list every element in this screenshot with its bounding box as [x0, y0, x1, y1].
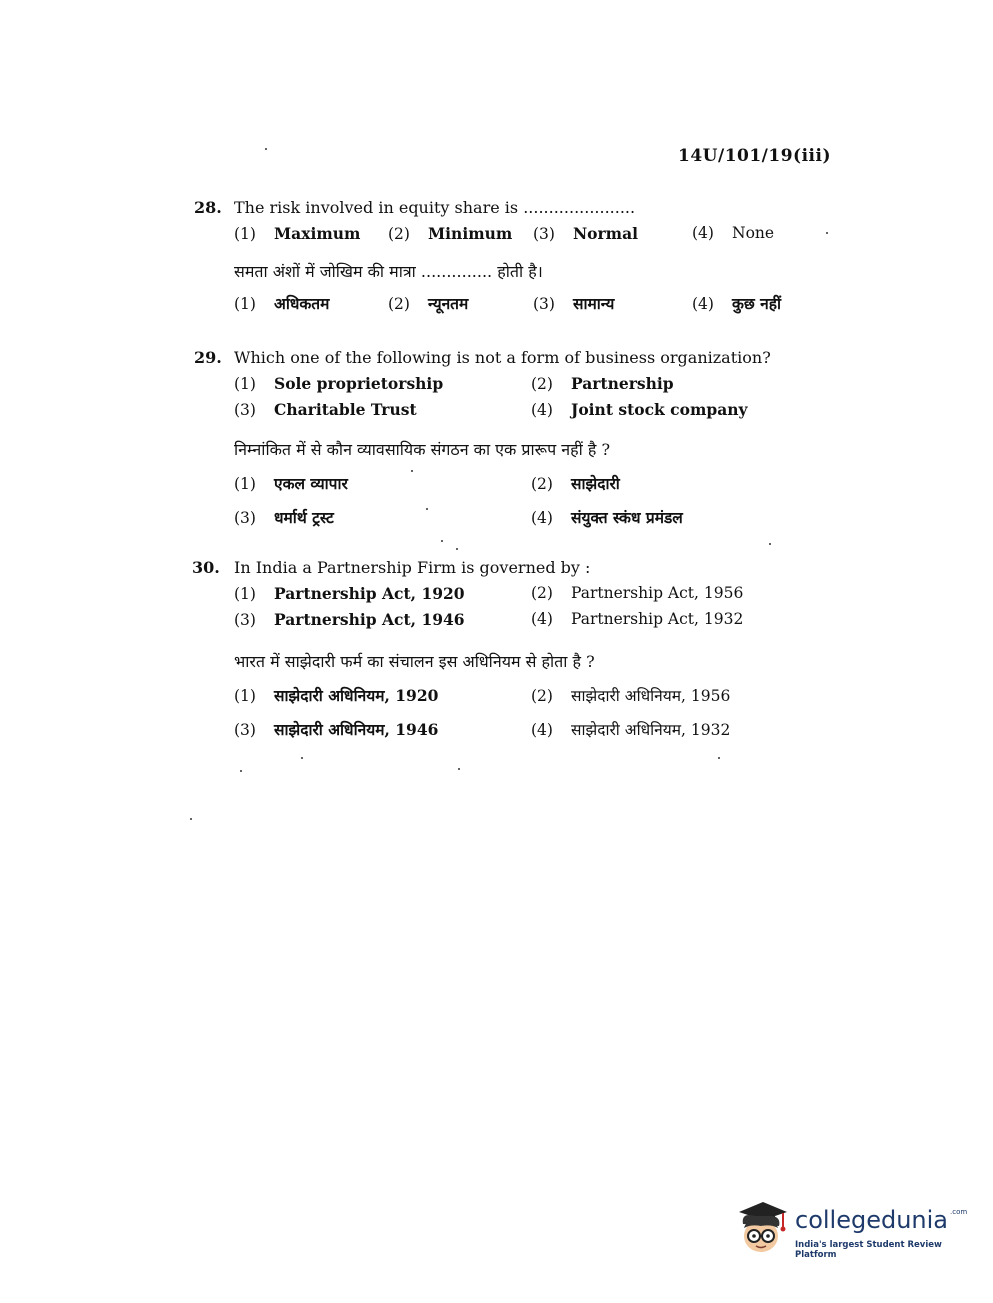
question-28-hindi	[194, 260, 834, 286]
option-3: (3) Normal	[533, 224, 639, 243]
question-text: Which one of the following is not a form of business organization?	[234, 348, 771, 367]
question-text-hindi: समता अंशों में जोखिम की मात्रा .............. होती है।	[234, 262, 543, 281]
option-1: (1) Sole proprietorship	[234, 374, 444, 393]
question-number: 28.	[194, 198, 222, 217]
scan-speck	[769, 543, 771, 545]
scan-speck	[240, 770, 242, 772]
mascot-icon	[733, 1198, 791, 1258]
option-3-hindi: (3) धर्मार्थ ट्रस्ट	[234, 508, 334, 527]
options-hindi-row-1	[194, 472, 834, 506]
question-number: 30.	[192, 558, 220, 577]
options-hindi	[194, 292, 834, 318]
question-30	[194, 558, 834, 744]
question-28-english	[194, 198, 834, 224]
question-text-hindi: निम्नांकित में से कौन व्यावसायिक संगठन का एक प्रारूप नहीं है ?	[234, 440, 611, 459]
option-2: (2) Partnership Act, 1956	[531, 584, 744, 602]
option-2: (2) Minimum	[388, 224, 513, 243]
option-4-hindi: (4) कुछ नहीं	[692, 294, 782, 313]
logo-suffix: .com	[950, 1208, 968, 1216]
option-3-hindi: (3) सामान्य	[533, 294, 615, 313]
option-1-hindi: (1) साझेदारी अधिनियम, 1920	[234, 686, 439, 705]
scan-speck	[826, 232, 828, 234]
option-4-hindi: (4) संयुक्त स्कंध प्रमंडल	[531, 508, 683, 527]
option-4-hindi: (4) साझेदारी अधिनियम, 1932	[531, 721, 731, 739]
option-3: (3) Charitable Trust	[234, 400, 417, 419]
question-text: The risk involved in equity share is ......................	[234, 198, 636, 217]
option-3-hindi: (3) साझेदारी अधिनियम, 1946	[234, 720, 439, 739]
question-text: In India a Partnership Firm is governed by :	[234, 558, 591, 577]
scan-speck	[718, 757, 720, 759]
scan-speck	[411, 470, 413, 472]
option-2: (2) Partnership	[531, 374, 674, 393]
collegedunia-logo	[733, 1196, 973, 1260]
option-4: (4) None	[692, 224, 775, 242]
option-4: (4) Partnership Act, 1932	[531, 610, 744, 628]
option-1-hindi: (1) एकल व्यापार	[234, 474, 348, 493]
option-2-hindi: (2) न्यूनतम	[388, 294, 469, 313]
scan-speck	[456, 548, 458, 550]
scan-speck	[441, 540, 443, 542]
logo-name: collegedunia	[795, 1206, 949, 1234]
scan-speck	[190, 818, 192, 820]
options-hindi-row-1	[194, 684, 834, 718]
scan-speck	[458, 768, 460, 770]
question-number: 29.	[194, 348, 222, 367]
question-30-english	[194, 558, 834, 584]
options-english-row-1	[194, 374, 834, 400]
options-hindi-row-2	[194, 506, 834, 532]
question-29-hindi	[194, 438, 834, 464]
options-english-row-2	[194, 610, 834, 636]
options-english-row-1	[194, 584, 834, 610]
option-3: (3) Partnership Act, 1946	[234, 610, 465, 629]
question-29	[194, 348, 834, 532]
question-30-hindi	[194, 650, 834, 676]
option-4: (4) Joint stock company	[531, 400, 748, 419]
question-29-english	[194, 348, 834, 374]
question-text-hindi: भारत में साझेदारी फर्म का संचालन इस अधिनियम से होता है ?	[234, 652, 595, 671]
logo-tagline: India's largest Student Review Platform	[795, 1240, 942, 1260]
question-28	[194, 198, 834, 318]
option-2-hindi: (2) साझेदारी अधिनियम, 1956	[531, 687, 731, 705]
options-english-row-2	[194, 400, 834, 426]
option-1: (1) Partnership Act, 1920	[234, 584, 465, 603]
option-1-hindi: (1) अधिकतम	[234, 294, 330, 313]
option-2-hindi: (2) साझेदारी	[531, 474, 620, 493]
options-english	[194, 224, 834, 250]
scan-speck	[265, 148, 267, 150]
scan-speck	[426, 508, 428, 510]
options-hindi-row-2	[194, 718, 834, 744]
option-1: (1) Maximum	[234, 224, 361, 243]
scan-speck	[301, 757, 303, 759]
paper-code: 14U/101/19(iii)	[678, 146, 832, 166]
